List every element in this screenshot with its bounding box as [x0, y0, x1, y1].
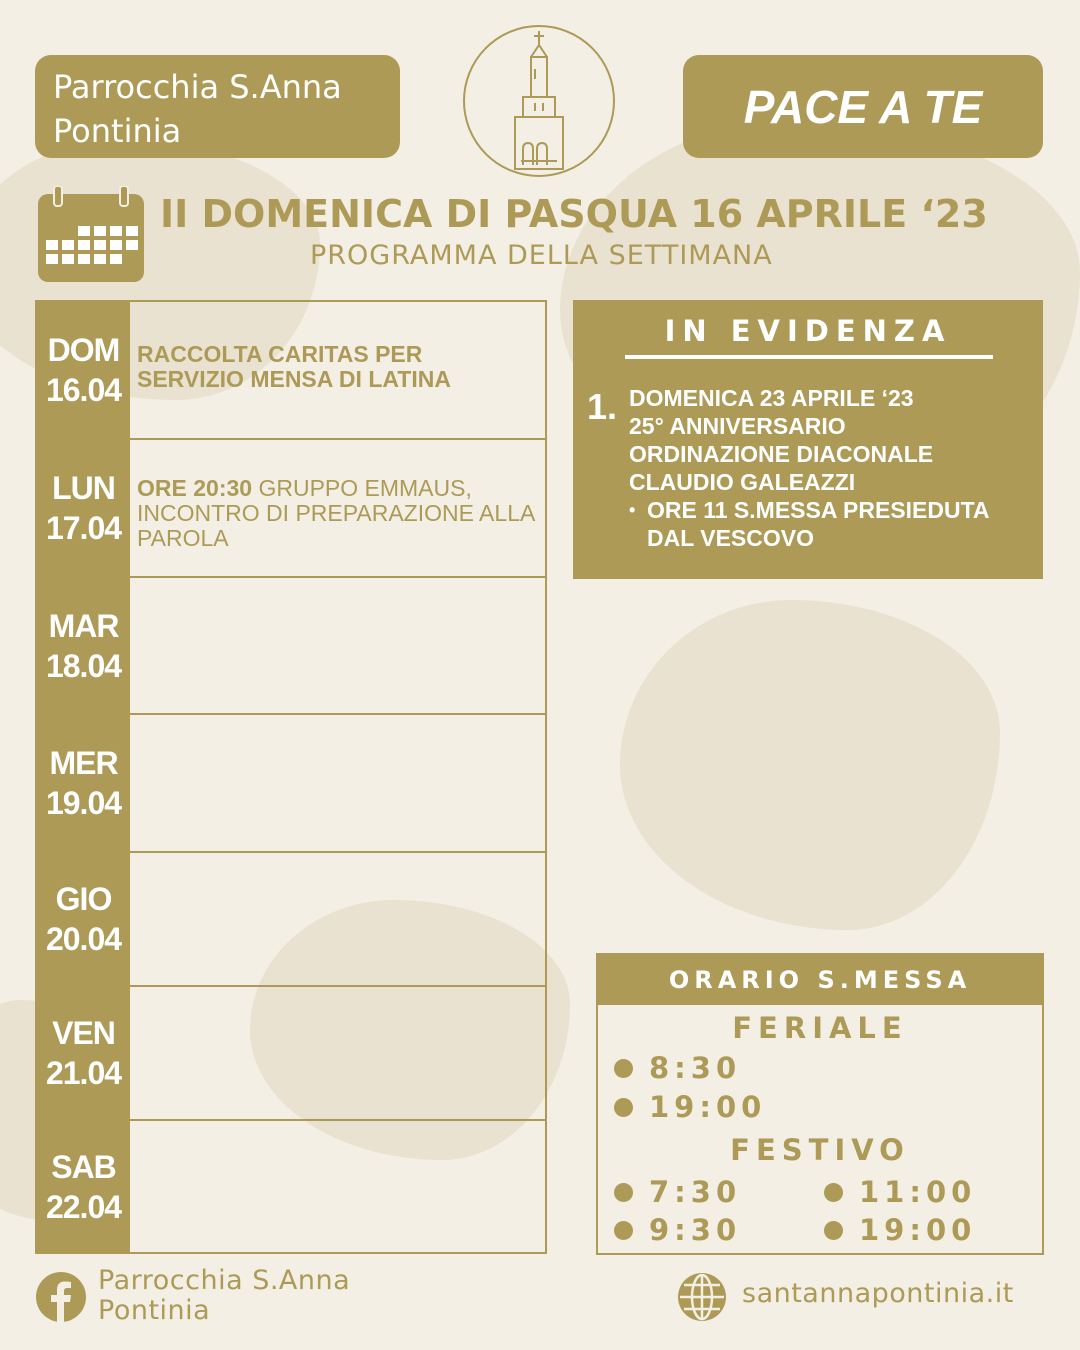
- mass-time-value: 9:30: [649, 1213, 742, 1247]
- globe-icon[interactable]: [677, 1272, 727, 1322]
- day-date: 21.04: [45, 1055, 122, 1091]
- day-date: 20.04: [45, 921, 122, 957]
- mass-schedule-box: [596, 953, 1044, 1255]
- schedule-row: [37, 578, 545, 715]
- day-label: [37, 715, 130, 851]
- calendar-icon: [38, 186, 144, 282]
- facebook-label-line1: Parrocchia S.Anna: [98, 1265, 351, 1296]
- website-link[interactable]: santannapontinia.it: [742, 1278, 1014, 1309]
- facebook-link[interactable]: [98, 1266, 350, 1326]
- highlight-line: DOMENICA 23 APRILE ‘23: [629, 385, 914, 411]
- mass-time: [614, 1090, 766, 1124]
- bullet-dot: [614, 1059, 633, 1078]
- highlight-item: [629, 384, 1031, 552]
- parish-name-line1: Parrocchia S.Anna: [53, 68, 342, 106]
- day-label: [37, 1121, 130, 1252]
- event-text: GRUPPO EMMAUS, INCONTRO DI PREPARAZIONE ALLA PAROLA: [137, 475, 535, 551]
- day-label: [37, 302, 130, 438]
- mass-time-value: 8:30: [649, 1051, 742, 1085]
- page-subtitle: PROGRAMMA DELLA SETTIMANA: [310, 240, 773, 271]
- schedule-row: [37, 1121, 545, 1252]
- holiday-section-title: FESTIVO: [730, 1133, 910, 1167]
- facebook-label-line2: Pontinia: [98, 1295, 211, 1326]
- schedule-row: [37, 440, 545, 578]
- day-name: MAR: [48, 607, 119, 644]
- mass-time: [824, 1175, 976, 1209]
- schedule-row: [37, 302, 545, 440]
- day-event: [137, 476, 535, 551]
- day-name: DOM: [47, 332, 120, 368]
- highlight-line: ORDINAZIONE DIACONALE: [629, 441, 934, 467]
- highlight-line: 25° ANNIVERSARIO: [629, 413, 846, 439]
- bullet-dot: [824, 1183, 843, 1202]
- schedule-row: [37, 853, 545, 987]
- page-title: II DOMENICA DI PASQUA 16 APRILE ‘23: [160, 192, 988, 236]
- day-name: VEN: [52, 1015, 115, 1051]
- mass-time: [614, 1175, 741, 1209]
- day-date: 19.04: [45, 785, 122, 821]
- event-text: RACCOLTA CARITAS PER SERVIZIO MENSA DI LATINA: [137, 341, 451, 392]
- mass-time-value: 7:30: [649, 1175, 742, 1209]
- mass-time-value: 19:00: [649, 1090, 767, 1124]
- highlight-box: [573, 300, 1043, 579]
- schedule-row: [37, 715, 545, 853]
- day-date: 22.04: [45, 1188, 122, 1225]
- day-event: [137, 342, 535, 392]
- church-tower-logo-icon: [463, 25, 615, 177]
- highlight-bullet: • ORE 11 S.MESSA PRESIEDUTA DAL VESCOVO: [629, 496, 1031, 552]
- mass-time: [614, 1213, 741, 1247]
- event-time: ORE 20:30: [137, 475, 253, 501]
- day-name: GIO: [55, 881, 112, 917]
- day-date: 16.04: [45, 372, 122, 408]
- mass-time-value: 11:00: [859, 1175, 977, 1209]
- highlight-line: CLAUDIO GALEAZZI: [629, 469, 856, 495]
- bullet-dot: [614, 1221, 633, 1240]
- day-name: SAB: [51, 1148, 116, 1185]
- highlight-item-number: 1.: [587, 386, 618, 427]
- day-date: 18.04: [45, 647, 122, 684]
- schedule-row: [37, 987, 545, 1121]
- day-date: 17.04: [45, 510, 122, 546]
- bullet-dot: [824, 1221, 843, 1240]
- bullet-dot: [614, 1098, 633, 1117]
- mass-schedule-title: ORARIO S.MESSA: [598, 955, 1042, 1005]
- highlight-title: IN EVIDENZA: [664, 314, 952, 348]
- mass-time: [824, 1213, 976, 1247]
- day-name: LUN: [52, 470, 115, 506]
- weekday-section-title: FERIALE: [732, 1011, 908, 1045]
- day-label: [37, 987, 130, 1119]
- day-label: [37, 578, 130, 713]
- day-label: [37, 853, 130, 985]
- bullet-dot: [614, 1183, 633, 1202]
- parish-name-badge: [35, 55, 400, 158]
- church-tower-logo-icon-svg: [465, 27, 613, 175]
- highlight-divider: [625, 355, 993, 359]
- weekly-schedule: [35, 300, 547, 1254]
- mass-time: [614, 1051, 741, 1085]
- day-label: [37, 440, 130, 576]
- day-name: MER: [49, 745, 118, 781]
- mass-time-value: 19:00: [859, 1213, 977, 1247]
- slogan-text: PACE A TE: [743, 80, 983, 133]
- parish-name-line2: Pontinia: [53, 112, 182, 150]
- facebook-icon[interactable]: [36, 1272, 86, 1322]
- map-background-shape: [620, 600, 1000, 930]
- slogan-badge: [683, 55, 1043, 158]
